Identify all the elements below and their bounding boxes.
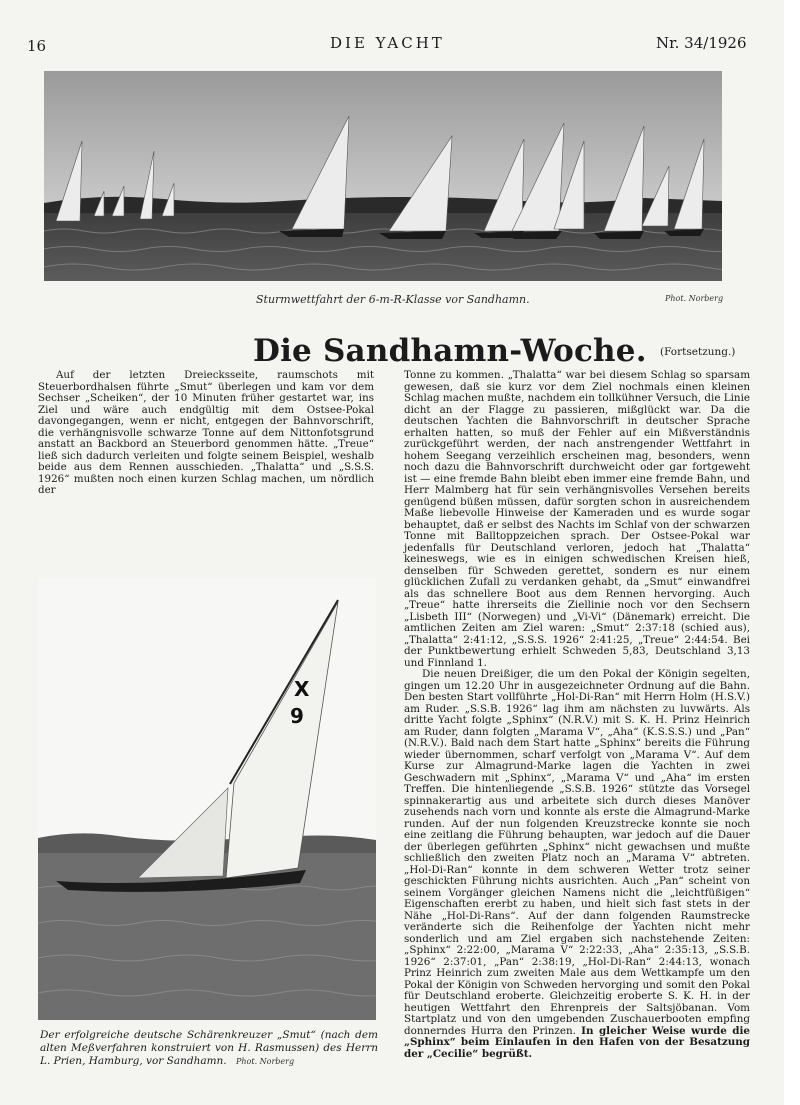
page-number: 16	[27, 37, 47, 55]
top-photo-caption: Sturmwettfahrt der 6-m-R-Klasse vor Sandhamn.	[256, 293, 530, 306]
right-paragraph-2-bold: In gleicher Weise wurde die „Sphinx“ beim Einlaufen in den Hafen von der Besatzung der „Cecilie“ begrüßt.	[404, 1024, 750, 1060]
issue-number: Nr. 34/1926	[656, 34, 747, 52]
page-margin	[784, 0, 800, 1105]
top-photo-credit: Phot. Norberg	[665, 294, 724, 303]
right-paragraph-2-text: Die neuen Dreißiger, die um den Pokal der Königin segelten, gingen um 12.20 Uhr in ausgezeichneter Ordnung auf die Bahn. Den besten Start vollführte „Hol-Di-Ran“ mit Herrn Holm (H.S.V.) am Ruder. „S.S.B. 1926“ lag ihm am nächsten zu luvwärts. Als dritte Yacht folgte „Sphinx“ (N.R.V.) mit S. K. H. Prinz Heinrich am Ruder, dann folgten „Marama V“, „Aha“ (K.S.S.S.) und „Pan“ (N.R.V.). Bald nach dem Start hatte „Sphinx“ bereits die Führung wieder übernommen, scharf verfolgt von „Marama V“. Auf dem Kurse zur Almagrund-Marke lagen die Yachten in zwei Geschwadern mit „Sphinx“, „Marama V“ und „Aha“ im ersten Treffen. Die hintenliegende „S.S.B. 1926“ stützte das Vorsegel spinnakerartig aus und arbeitete sich durch dieses Manöver zusehends nach vorn und konnte als erste die Almagrund-Marke runden. Auf der nun folgenden Kreuzstrecke konnte sie noch eine zeitlang die Führung behaupten, war jedoch auf die Dauer der überlegen geführten „Sphinx“ nicht gewachsen und mußte schließlich den zweiten Platz noch an „Marama V“ abtreten. „Hol-Di-Ran“ konnte in dem schweren Wetter trotz seiner geschickten Führung nichts ausrichten. Auch „Pan“ scheint von seinem Vorgänger gleichen Namens nicht die „leichtfüßigen“ Eigenschaften ererbt zu haben, und hielt sich fast stets in der Nähe „Hol-Di-Rans“. Auf der dann folgenden Raumstrecke veränderte sich die Reihenfolge der Yachten nicht mehr sonderlich und am Ziel ergaben sich nachstehende Zeiten: „Sphinx“ 2:22:00, „Marama V“ 2:22:33, „Aha“ 2:35:13, „S.S.B. 1926“ 2:37:01, „Pan“ 2:38:19, „Hol-Di-Ran“ 2:44:13, wonach Prinz Heinrich zum zweiten Male aus dem Wettkampfe um den Pokal der Königin von Schweden hervorging und somit den Pokal für Deutschland eroberte. Gleichzeitig eroberte S. K. H. in der heutigen Wettfahrt den Ehrenpreis der Saltsjöbanan. Vom Startplatz und von den umgebenden Zuschauerbooten empfing donnerndes Hurra den Prinzen.	[404, 668, 750, 1037]
left-column-text	[38, 370, 374, 497]
smut-photo-image	[38, 578, 376, 1020]
regatta-photo-image	[44, 71, 722, 281]
smut-photo-caption	[40, 1029, 378, 1068]
smut-photo-credit: Phot. Norberg	[236, 1057, 295, 1066]
right-paragraph-2	[404, 669, 750, 1060]
smut-caption-text: Der erfolgreiche deutsche Schärenkreuzer „Smut“ (nach dem alten Meßverfahren konstruiert von H. Rasmussen) des Herrn L. Prien, Hamburg, vor Sandhamn.	[40, 1029, 378, 1067]
regatta-photo	[44, 71, 722, 281]
sail-number-digit: 9	[290, 704, 304, 728]
right-column-text	[404, 370, 750, 1060]
magazine-title: DIE YACHT	[330, 34, 445, 52]
smut-photo	[38, 578, 376, 1020]
right-paragraph-1: Tonne zu kommen. „Thalatta“ war bei diesem Schlag so sparsam gewesen, daß sie kurz vor dem Ziel nochmals einen kleinen Schlag machen mußte, nachdem ein tollkühner Versuch, die Linie dicht an der Flagge zu passieren, mißglückt war. Da die deutschen Yachten die Bahnvorschrift in deutscher Sprache erhalten hatten, so muß der Fehler auf ein Mißverständnis zurückgeführt werden, der nach anstrengender Wettfahrt in hohem Seegang verzeihlich erscheinen mag, besonders, wenn noch dazu die Bahnvorschrift durchweicht oder gar fortgeweht ist — eine fremde Bahn bleibt eben immer eine fremde Bahn, und Herr Malmberg hat für sein verhängnisvolles Versehen bereits genügend büßen müssen, dafür sorgten schon in ausreichendem Maße liebevolle Hinweise der Kameraden und es wurde sogar behauptet, daß er selbst des Nachts im Schlaf von der schwarzen Tonne mit Balltoppzeichen sprach. Der Ostsee-Pokal war jedenfalls für Deutschland verloren, jedoch hat „Thalatta“ keineswegs, wie es in einigen schwedischen Kreisen hieß, denselben für Schweden gerettet, sondern es nur einem glücklichen Zufall zu verdanken gehabt, da „Smut“ einwandfrei als das schnellere Boot aus dem Rennen hervorging. Auch „Treue“ hatte ihrerseits die Ziellinie noch vor den Sechsern „Lisbeth III“ (Norwegen) und „Vi-Vi“ (Dänemark) erreicht. Die amtlichen Zeiten am Ziel waren: „Smut“ 2:37:18 (schied aus), „Thalatta“ 2:41:12, „S.S.S. 1926“ 2:41:25, „Treue“ 2:44:54. Bei der Punktbewertung erhielt Schweden 5,83, Deutschland 3,13 und Finnland 1.	[404, 369, 750, 669]
left-paragraph: Auf der letzten Dreiecksseite, raumschots mit Steuerbordhalsen führte „Smut“ überlegen und kam vor dem Sechser „Scheiken“, der 10 Minuten früher gestartet war, ins Ziel und wäre auch endgültig mit dem Ostsee-Pokal davongegangen, wenn er nicht, entgegen der Bahnvorschrift, die verhängnisvolle schwarze Tonne auf dem Nittonfotsgrund anstatt an Backbord an Steuerbord genommen hätte. „Treue“ ließ sich dadurch verleiten und folgte seinem Beispiel, weshalb beide aus dem Rennen ausschieden. „Thalatta“ und „S.S.S. 1926“ mußten noch einen kurzen Schlag machen, um nördlich der	[38, 369, 374, 496]
article-title: Die Sandhamn-Woche.	[253, 333, 647, 369]
sail-number: X	[294, 677, 310, 701]
continued-note: (Fortsetzung.)	[660, 346, 736, 358]
